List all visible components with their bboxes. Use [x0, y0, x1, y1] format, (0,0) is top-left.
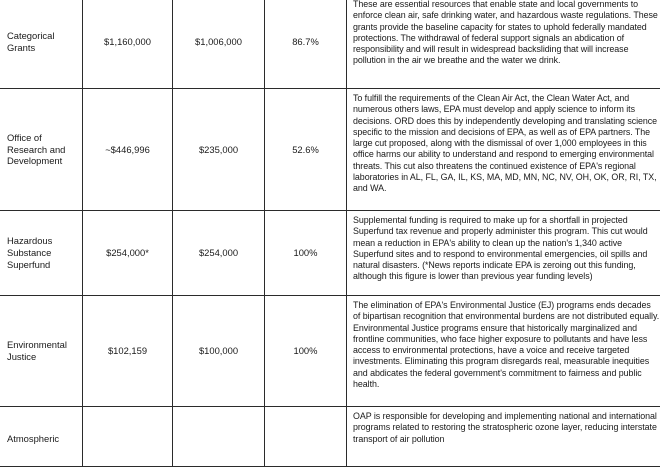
program-name-cell: Atmospheric: [0, 407, 83, 467]
description-cell: These are essential resources that enable state and local governments to enforce clean air, safe drinking water, and hazardous waste regulations. These grants provide the baseline capacity for states to uphold federally mandated protections. The withdrawal of federal support signals an abdication of responsibility and will result in widespread backsliding that will increase pollution in the air we breathe and the water we drink.: [347, 0, 660, 89]
table-row-categorical-grants: [0, 0, 660, 89]
cut-percent-cell: [265, 407, 347, 467]
cut-percent-cell: 100%: [265, 296, 347, 407]
program-name-cell: Environmental Justice: [0, 296, 83, 407]
description-cell: Supplemental funding is required to make up for a shortfall in projected Superfund tax revenue and properly administer this program. This cut would mean a reduction in EPA's ability to clean up the nation's 1,340 active Superfund sites and to respond to environmental emergencies, oil spills and natural disasters. (*News reports indicate EPA is zeroing out this funding, although this figure is lower than previous year funding levels): [347, 211, 660, 296]
table-row-hazardous-substance-superfund: [0, 211, 660, 296]
cut-percent-cell: 100%: [265, 211, 347, 296]
fy-amount-cell: ~$446,996: [83, 89, 173, 211]
program-name-cell: Hazardous Substance Superfund: [0, 211, 83, 296]
cut-amount-cell: $1,006,000: [173, 0, 265, 89]
table-row-office-of-research: [0, 89, 660, 211]
description-cell: To fulfill the requirements of the Clean Air Act, the Clean Water Act, and numerous others laws, EPA must develop and apply science to inform its decisions. ORD does this by independently developing and translating science specific to the mission and decisions of EPA, as well as of EPA partners. The large cut proposed, along with the dismissal of over 1,000 employees in this office harms our ability to understand and respond to emerging environmental threats. This cut also threatens the continued existence of EPA's regional laboratories in AL, FL, GA, IL, KS, MA, MD, MN, NC, NV, OH, OK, OR, RI, TX, and WA.: [347, 89, 660, 211]
cut-percent-cell: 86.7%: [265, 0, 347, 89]
description-cell: The elimination of EPA's Environmental Justice (EJ) programs ends decades of bipartisan recognition that environmental burdens are not distributed equally. Environmental Justice programs ensure that historically marginalized and frontline communities, who face higher exposure to pollutants and have less access to environmental protections, have a voice and receive targeted investments. Eliminating this program disregards real, measurable inequities and abdicates the federal government's commitment to fairness and public health.: [347, 296, 660, 407]
description-cell: OAP is responsible for developing and implementing national and international programs related to restoring the stratospheric ozone layer, reducing interstate transport of air pollution: [347, 407, 660, 467]
cut-percent-cell: 52.6%: [265, 89, 347, 211]
fy-amount-cell: $102,159: [83, 296, 173, 407]
fy-amount-cell: $1,160,000: [83, 0, 173, 89]
table-row-atmospheric: [0, 407, 660, 467]
cut-amount-cell: $254,000: [173, 211, 265, 296]
fy-amount-cell: [83, 407, 173, 467]
fy-amount-cell: $254,000*: [83, 211, 173, 296]
program-name-cell: Categorical Grants: [0, 0, 83, 89]
cut-amount-cell: $100,000: [173, 296, 265, 407]
program-name-cell: Office of Research and Development: [0, 89, 83, 211]
cut-amount-cell: $235,000: [173, 89, 265, 211]
table-row-environmental-justice: [0, 296, 660, 407]
cut-amount-cell: [173, 407, 265, 467]
